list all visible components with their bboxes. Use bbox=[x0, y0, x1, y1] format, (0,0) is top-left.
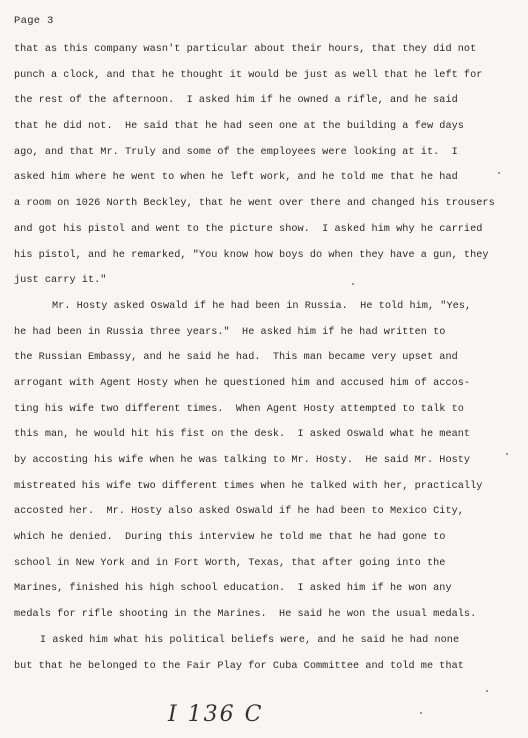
ink-speck bbox=[498, 172, 500, 174]
page-number: Page 3 bbox=[14, 15, 54, 27]
text-line: Marines, finished his high school education. I asked him if he won any bbox=[14, 583, 452, 595]
text-line: just carry it." bbox=[14, 275, 107, 287]
paragraph-start-line: Mr. Hosty asked Oswald if he had been in Russia. He told him, "Yes, bbox=[52, 300, 472, 312]
ink-speck bbox=[486, 690, 488, 692]
text-line: his pistol, and he remarked, "You know how boys do when they have a gun, they bbox=[14, 249, 489, 261]
text-line: school in New York and in Fort Worth, Texas, that after going into the bbox=[14, 557, 446, 569]
text-line: arrogant with Agent Hosty when he questioned him and accused him of accos- bbox=[14, 377, 471, 389]
text-line: ting his wife two different times. When Agent Hosty attempted to talk to bbox=[14, 403, 464, 415]
text-line: by accosting his wife when he was talking to Mr. Hosty. He said Mr. Hosty bbox=[14, 455, 471, 466]
ink-speck bbox=[352, 283, 354, 285]
text-line: asked him where he went to when he left work, and he told me that he had bbox=[14, 172, 458, 184]
text-line: that as this company wasn't particular about their hours, that they did not bbox=[14, 44, 477, 55]
text-line: medals for rifle shooting in the Marines. He said he won the usual medals. bbox=[14, 609, 477, 621]
text-line: mistreated his wife two different times when he talked with her, practically bbox=[14, 480, 483, 492]
text-line: accosted her. Mr. Hosty also asked Oswald if he had been to Mexico City, bbox=[14, 506, 464, 518]
body-text bbox=[14, 37, 520, 679]
paragraph-start-line: I asked him what his political beliefs were, and he said he had none bbox=[40, 634, 460, 646]
text-line: which he denied. During this interview he told me that he had gone to bbox=[14, 532, 446, 544]
ink-speck bbox=[506, 453, 508, 455]
text-line: ago, and that Mr. Truly and some of the employees were looking at it. I bbox=[14, 146, 458, 158]
ink-speck bbox=[420, 712, 422, 714]
text-line: the Russian Embassy, and he said he had. This man became very upset and bbox=[14, 352, 458, 364]
text-line: a room on 1026 North Beckley, that he went over there and changed his trousers bbox=[14, 198, 495, 210]
text-line: and got his pistol and went to the picture show. I asked him why he carried bbox=[14, 223, 483, 235]
text-line: that he did not. He said that he had seen one at the building a few days bbox=[14, 121, 464, 133]
text-line: punch a clock, and that he thought it would be just as well that he left for bbox=[14, 69, 483, 81]
text-line: but that he belonged to the Fair Play for Cuba Committee and told me that bbox=[14, 660, 464, 672]
handwritten-exhibit-mark: I 136 C bbox=[168, 702, 264, 727]
text-line: this man, he would hit his fist on the desk. I asked Oswald what he meant bbox=[14, 429, 471, 441]
text-line: the rest of the afternoon. I asked him if he owned a rifle, and he said bbox=[14, 95, 458, 107]
text-line: he had been in Russia three years." He asked him if he had written to bbox=[14, 326, 446, 338]
